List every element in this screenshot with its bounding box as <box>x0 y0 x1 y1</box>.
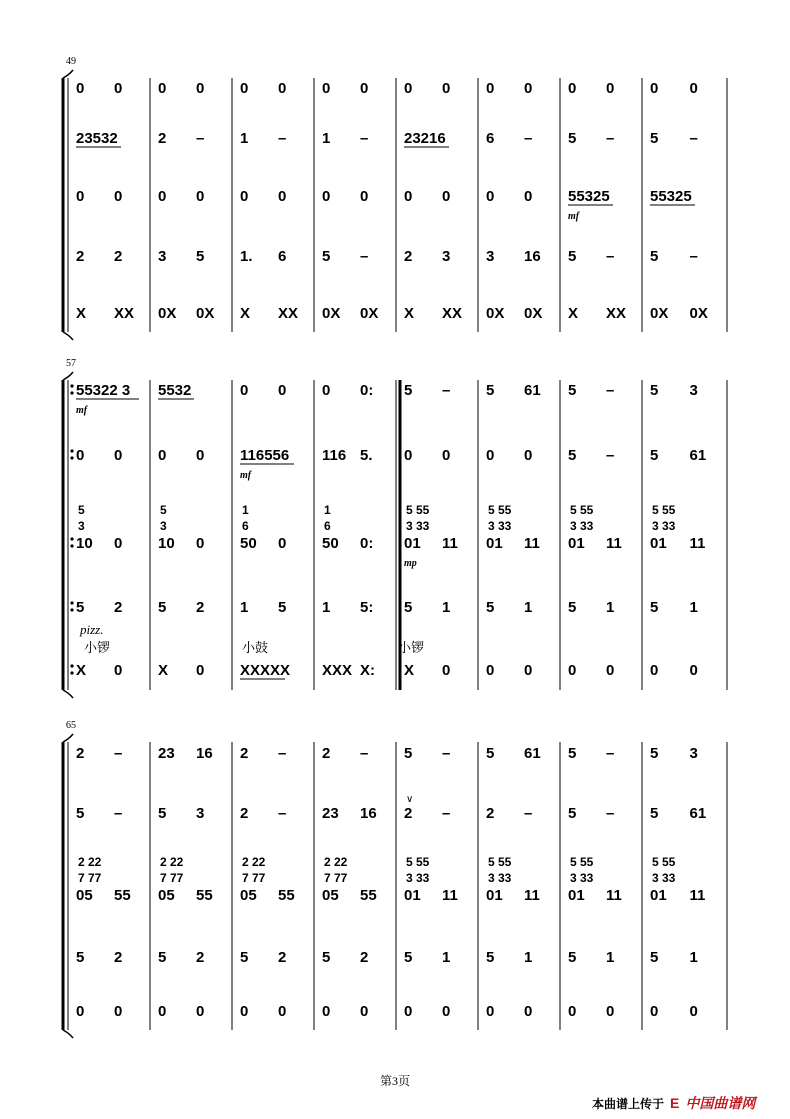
note: X <box>76 662 87 679</box>
system-bracket-hook-bottom <box>63 332 73 340</box>
note: 0 <box>240 1003 249 1020</box>
note: 2 <box>114 248 123 265</box>
note: 0 <box>196 80 205 97</box>
note: 0 <box>158 188 167 205</box>
note: 5 <box>650 805 659 822</box>
system-bracket-hook-bottom <box>63 1030 73 1038</box>
note: 0 <box>404 188 413 205</box>
note: 61 <box>689 805 707 822</box>
note: 5 <box>76 599 85 616</box>
note: 55 <box>196 887 213 904</box>
note: 2 <box>322 745 331 762</box>
note: 2 <box>240 745 249 762</box>
note: 5 <box>568 248 577 265</box>
note: 3 <box>689 745 698 762</box>
note: 3 <box>486 248 495 265</box>
note: 2 <box>404 805 413 822</box>
note-group: 5532 <box>158 382 192 399</box>
note: 1 <box>689 599 698 616</box>
note: 1 <box>240 599 249 616</box>
note: 55 <box>360 887 377 904</box>
note: 2 <box>278 949 287 966</box>
chord-note-top: 5 55 <box>570 855 594 869</box>
note: – <box>606 447 615 464</box>
note: 5 <box>158 599 167 616</box>
note: X: <box>360 662 375 679</box>
site-logo-icon: E <box>670 1095 680 1111</box>
dynamic-marking: mf <box>568 211 580 222</box>
note: 50 <box>322 535 339 552</box>
note: 1 <box>322 130 331 147</box>
chord-note-mid: 6 <box>324 519 331 533</box>
note: 0 <box>322 188 331 205</box>
note: 0X <box>360 305 379 322</box>
note: 0 <box>486 80 495 97</box>
note: X <box>158 662 169 679</box>
note: 5 <box>486 949 495 966</box>
note: 0 <box>442 662 451 679</box>
note: 10 <box>76 535 93 552</box>
note: 0 <box>404 447 413 464</box>
chord-note-top: 5 55 <box>406 855 430 869</box>
note: 5 <box>568 599 577 616</box>
note: – <box>524 130 533 147</box>
note: 55 <box>278 887 295 904</box>
note: 0 <box>606 80 615 97</box>
note: 0 <box>158 447 167 464</box>
note: 10 <box>158 535 175 552</box>
repeat-dot <box>70 456 73 459</box>
note: 0 <box>322 1003 331 1020</box>
note: 0 <box>278 382 287 399</box>
note: X <box>404 305 415 322</box>
note: 50 <box>240 535 257 552</box>
chord-note-top: 2 22 <box>160 855 184 869</box>
performance-annotation: 小鼓 <box>242 640 269 655</box>
note: 61 <box>524 745 541 762</box>
dynamic-marking: mp <box>404 558 417 569</box>
note: 5 <box>404 949 413 966</box>
note: 0 <box>114 80 123 97</box>
dynamic-marking: mf <box>240 470 252 481</box>
note: 1. <box>240 248 253 265</box>
note: 5 <box>568 447 577 464</box>
note: 0 <box>76 80 85 97</box>
note: 5 <box>568 805 577 822</box>
system-bracket-hook-top <box>63 372 73 380</box>
note: 2 <box>114 949 123 966</box>
note: 0 <box>158 80 167 97</box>
note: – <box>606 248 615 265</box>
note: 01 <box>650 887 667 904</box>
note: 0 <box>650 80 659 97</box>
note: 0 <box>689 662 698 679</box>
note: 11 <box>606 535 622 552</box>
note: 5: <box>360 599 374 616</box>
note: 0 <box>689 80 698 97</box>
note: 5 <box>322 949 331 966</box>
note: 1 <box>322 599 331 616</box>
note: 2 <box>240 805 249 822</box>
note: 01 <box>404 535 421 552</box>
note: 5 <box>322 248 331 265</box>
note: – <box>114 805 123 822</box>
note: 3 <box>689 382 698 399</box>
note: 0 <box>689 1003 698 1020</box>
note: 0 <box>486 1003 495 1020</box>
chord-note-mid: 3 33 <box>570 519 594 533</box>
chord-note-mid: 7 77 <box>78 871 102 885</box>
note: – <box>196 130 205 147</box>
chord-note-mid: 7 77 <box>160 871 184 885</box>
note: 5 <box>568 130 577 147</box>
note: XX <box>114 305 135 322</box>
note: XXX <box>322 662 353 679</box>
note: 0 <box>114 662 123 679</box>
note: 0 <box>114 535 123 552</box>
note: – <box>278 130 287 147</box>
measure-number: 65 <box>66 720 76 731</box>
note: 0 <box>650 1003 659 1020</box>
note: – <box>442 805 451 822</box>
note: 0 <box>76 447 85 464</box>
note: 0X <box>524 305 543 322</box>
note: 11 <box>689 887 706 904</box>
note: 0 <box>322 382 331 399</box>
note: XX <box>606 305 627 322</box>
chord-note-top: 5 55 <box>652 855 676 869</box>
note: 0 <box>606 662 615 679</box>
note: 0 <box>524 1003 533 1020</box>
note-group: 23532 <box>76 130 118 147</box>
dynamic-marking: mf <box>76 405 88 416</box>
note: 0 <box>650 662 659 679</box>
note: 3 <box>442 248 451 265</box>
chord-note-mid: 7 77 <box>242 871 266 885</box>
note: 3 <box>196 805 205 822</box>
chord-note-top: 1 <box>242 503 249 517</box>
note: X <box>568 305 579 322</box>
chord-note-mid: 3 33 <box>652 519 676 533</box>
note: 0X <box>196 305 215 322</box>
chord-note-top: 1 <box>324 503 331 517</box>
note: 61 <box>689 447 707 464</box>
note: – <box>606 382 615 399</box>
chord-note-mid: 3 33 <box>652 871 676 885</box>
note: 5 <box>158 805 167 822</box>
note: X <box>404 662 415 679</box>
note: 5 <box>650 447 659 464</box>
note: 5 <box>404 745 413 762</box>
note: 23 <box>322 805 339 822</box>
repeat-dot <box>70 544 73 547</box>
chord-note-mid: 6 <box>242 519 249 533</box>
note: 5 <box>158 949 167 966</box>
note: 01 <box>650 535 667 552</box>
chord-note-top: 2 22 <box>324 855 348 869</box>
note: 5 <box>76 805 85 822</box>
note: 5 <box>650 130 659 147</box>
note: 5 <box>76 949 85 966</box>
note: – <box>360 248 369 265</box>
note: 11 <box>442 887 458 904</box>
note: 5 <box>568 745 577 762</box>
note: 01 <box>404 887 421 904</box>
page-number: 第3页 <box>379 1074 410 1088</box>
note: 23 <box>158 745 175 762</box>
note: 05 <box>240 887 257 904</box>
note: 1 <box>689 949 698 966</box>
note: 0X <box>689 305 708 322</box>
note: 0 <box>196 447 205 464</box>
note: 16 <box>360 805 377 822</box>
repeat-dot <box>70 608 73 611</box>
note: 0 <box>404 80 413 97</box>
note: 6 <box>486 130 495 147</box>
note: 5 <box>650 248 659 265</box>
note: 2 <box>486 805 495 822</box>
note: XX <box>278 305 299 322</box>
note: 5 <box>568 382 577 399</box>
note: 0 <box>524 188 533 205</box>
note: 5 <box>650 382 659 399</box>
breath-mark: ∨ <box>406 794 414 805</box>
note: 11 <box>689 535 706 552</box>
chord-note-mid: 3 33 <box>488 519 512 533</box>
repeat-dot <box>70 601 73 604</box>
note: 2 <box>360 949 369 966</box>
note: 0: <box>360 535 374 552</box>
note: 01 <box>486 887 503 904</box>
note: 01 <box>486 535 503 552</box>
note: 0 <box>442 80 451 97</box>
note: 2 <box>196 599 205 616</box>
note: 0 <box>360 188 369 205</box>
note: 5 <box>240 949 249 966</box>
note: 5. <box>360 447 373 464</box>
system-bracket-hook-bottom <box>63 690 73 698</box>
chord-note-mid: 7 77 <box>324 871 348 885</box>
note: 1 <box>524 599 533 616</box>
note: 0 <box>196 662 205 679</box>
note: 5 <box>650 949 659 966</box>
note: 0X <box>158 305 177 322</box>
note: 2 <box>158 130 167 147</box>
note-group: 55322 3 <box>76 382 131 399</box>
note: 1 <box>606 949 615 966</box>
note: 05 <box>322 887 339 904</box>
note: 5 <box>568 949 577 966</box>
note: 0 <box>442 447 451 464</box>
note: 0 <box>486 662 495 679</box>
chord-note-top: 2 22 <box>242 855 266 869</box>
note: 0 <box>322 80 331 97</box>
chord-note-mid: 3 33 <box>570 871 594 885</box>
note: 05 <box>158 887 175 904</box>
note: 0 <box>114 188 123 205</box>
note: 0 <box>240 80 249 97</box>
note: 05 <box>76 887 93 904</box>
note: 0 <box>278 535 287 552</box>
repeat-dot <box>70 664 73 667</box>
note-group: 55325 <box>568 188 610 205</box>
note: 01 <box>568 535 585 552</box>
note: 0 <box>278 80 287 97</box>
note: 5 <box>486 599 495 616</box>
note: 16 <box>196 745 213 762</box>
note: X <box>240 305 251 322</box>
chord-note-top: 5 55 <box>406 503 430 517</box>
note: 3 <box>158 248 167 265</box>
note: 16 <box>524 248 541 265</box>
note-group: XXXXX <box>240 662 291 679</box>
note: 0 <box>240 188 249 205</box>
chord-note-top: 5 55 <box>488 855 512 869</box>
note: 0: <box>360 382 374 399</box>
note: 0 <box>442 1003 451 1020</box>
repeat-dot <box>70 384 73 387</box>
note: – <box>606 130 615 147</box>
note: 01 <box>568 887 585 904</box>
note: 0 <box>278 188 287 205</box>
chord-note-top: 5 55 <box>488 503 512 517</box>
note: – <box>606 805 615 822</box>
chord-note-top: 5 55 <box>652 503 676 517</box>
note: 2 <box>404 248 413 265</box>
repeat-dot <box>70 671 73 674</box>
system-bracket-hook-top <box>63 734 73 742</box>
measure-number: 57 <box>66 358 76 369</box>
note: – <box>114 745 123 762</box>
note: – <box>278 745 287 762</box>
note: 5 <box>486 745 495 762</box>
note: 2 <box>196 949 205 966</box>
note: 11 <box>524 535 540 552</box>
note: – <box>442 382 451 399</box>
note: – <box>524 805 533 822</box>
note: 55 <box>114 887 131 904</box>
note: 0X <box>486 305 505 322</box>
note: 5 <box>650 745 659 762</box>
note: 5 <box>650 599 659 616</box>
note: 2 <box>76 248 85 265</box>
note: 2 <box>114 599 123 616</box>
note: 1 <box>442 949 451 966</box>
note: 0 <box>196 535 205 552</box>
chord-note-top: 2 22 <box>78 855 102 869</box>
note: 0 <box>76 1003 85 1020</box>
note: 0X <box>322 305 341 322</box>
chord-note-mid: 3 <box>78 519 85 533</box>
note: 5 <box>486 382 495 399</box>
system-bracket-hook-top <box>63 70 73 78</box>
note: 11 <box>606 887 622 904</box>
repeat-dot <box>70 449 73 452</box>
performance-annotation: 小锣 <box>398 640 425 655</box>
note: 1 <box>240 130 249 147</box>
note: 11 <box>442 535 458 552</box>
chord-note-top: 5 55 <box>570 503 594 517</box>
note: – <box>278 805 287 822</box>
note: – <box>606 745 615 762</box>
note: 5 <box>404 599 413 616</box>
note: – <box>360 130 369 147</box>
chord-note-mid: 3 33 <box>406 519 430 533</box>
note: 0 <box>568 662 577 679</box>
note-group: 116556 <box>240 447 290 464</box>
chord-note-top: 5 <box>78 503 85 517</box>
note: 0 <box>524 662 533 679</box>
note: 0 <box>158 1003 167 1020</box>
note: 0 <box>606 1003 615 1020</box>
note: 6 <box>278 248 287 265</box>
note: – <box>689 248 698 265</box>
note: 2 <box>76 745 85 762</box>
note: 0 <box>360 80 369 97</box>
note: X <box>76 305 87 322</box>
note: – <box>442 745 451 762</box>
note: 5 <box>196 248 205 265</box>
note: 1 <box>606 599 615 616</box>
note: 0 <box>568 80 577 97</box>
note: 5 <box>278 599 287 616</box>
note: – <box>360 745 369 762</box>
chord-note-mid: 3 <box>160 519 167 533</box>
note-group: 55325 <box>650 188 692 205</box>
note: 1 <box>524 949 533 966</box>
watermark-text: 本曲谱上传于 <box>592 1096 665 1111</box>
note: 0 <box>114 1003 123 1020</box>
note: 0 <box>486 447 495 464</box>
note: 0 <box>404 1003 413 1020</box>
note: 0 <box>196 1003 205 1020</box>
note: 0 <box>486 188 495 205</box>
chord-note-mid: 3 33 <box>488 871 512 885</box>
note: 5 <box>404 382 413 399</box>
performance-annotation: 小锣 <box>84 640 111 655</box>
note: 0 <box>360 1003 369 1020</box>
site-brand: 中国曲谱网 <box>685 1095 756 1111</box>
chord-note-top: 5 <box>160 503 167 517</box>
note: 0 <box>568 1003 577 1020</box>
note: 0 <box>278 1003 287 1020</box>
note: 0 <box>524 80 533 97</box>
chord-note-mid: 3 33 <box>406 871 430 885</box>
upload-watermark <box>592 1093 755 1113</box>
note: 0 <box>114 447 123 464</box>
note: 11 <box>524 887 540 904</box>
note: XX <box>442 305 463 322</box>
note: 1 <box>442 599 451 616</box>
note: 0X <box>650 305 669 322</box>
note: 0 <box>442 188 451 205</box>
note: 0 <box>76 188 85 205</box>
note: 116 <box>322 447 347 464</box>
note: 0 <box>524 447 533 464</box>
note: – <box>689 130 698 147</box>
note: 0 <box>196 188 205 205</box>
note: 0 <box>240 382 249 399</box>
performance-annotation: pizz. <box>80 622 104 637</box>
repeat-dot <box>70 391 73 394</box>
repeat-dot <box>70 537 73 540</box>
measure-number: 49 <box>66 56 76 67</box>
note: 61 <box>524 382 541 399</box>
note-group: 23216 <box>404 130 446 147</box>
